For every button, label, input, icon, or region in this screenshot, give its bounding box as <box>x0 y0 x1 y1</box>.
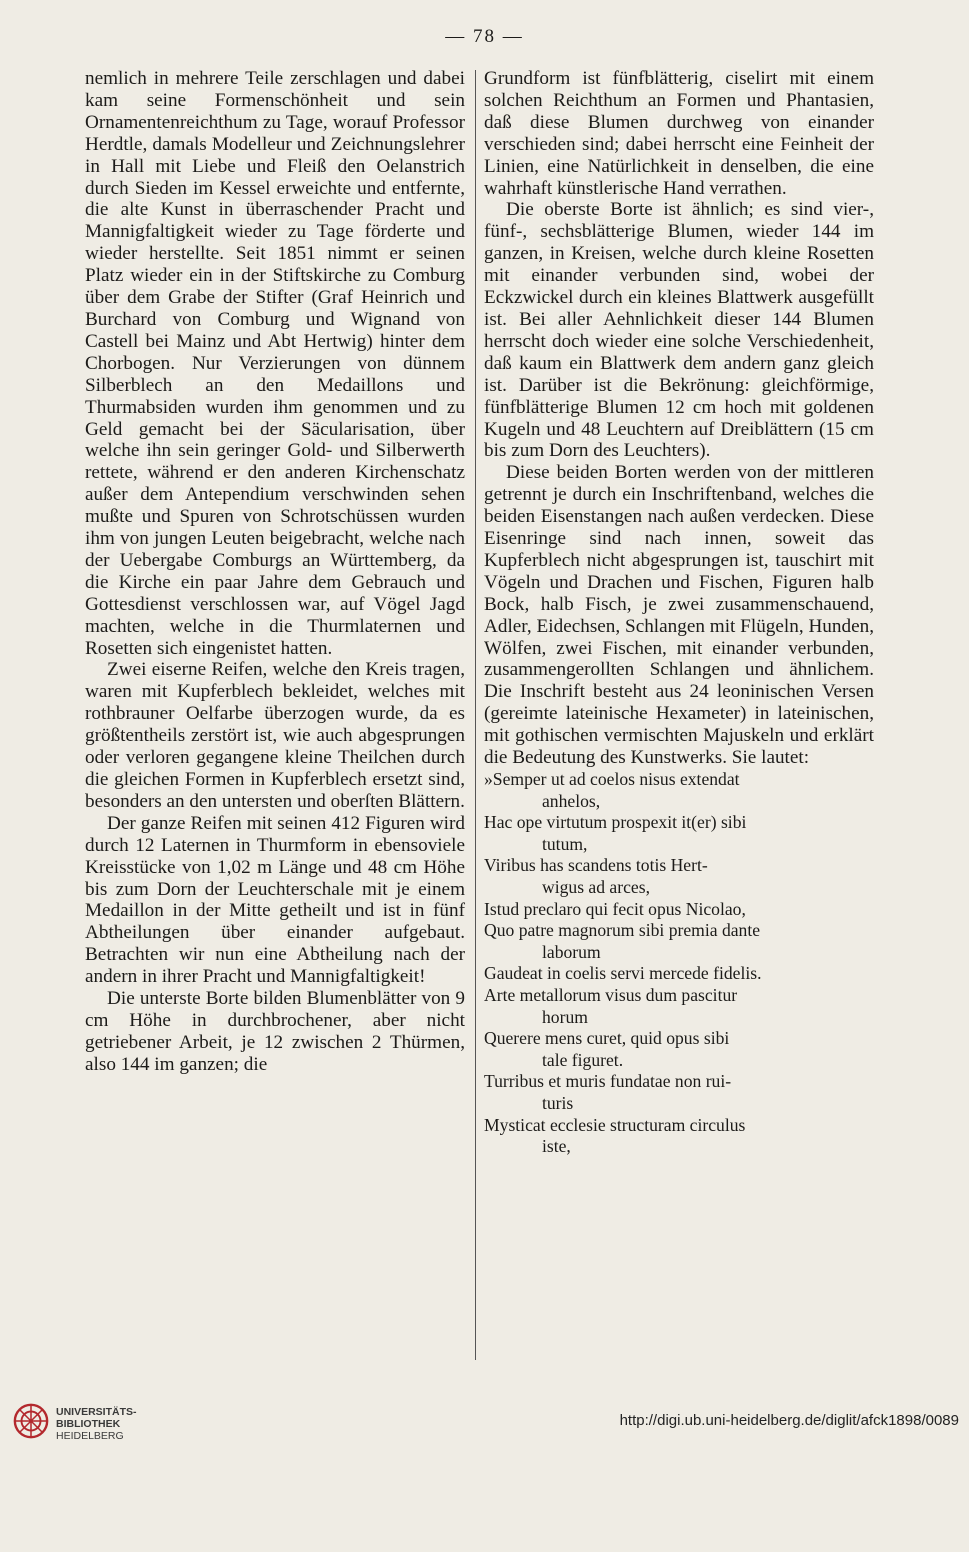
verse-line: Quo patre magnorum sibi premia dante laborum <box>484 920 761 962</box>
paragraph: Zwei eiserne Reifen, welche den Kreis tragen, waren mit Kupferblech bekleidet, welches mit rothbrauner Oelfarbe überzogen wurde, da es größtentheils zerstört ist, wie auch abgesprungen oder verloren gegangene kleine Theilchen durch die gleichen Formen in Kupferblech ersetzt sind, besonders an den untersten und oberſten Blättern. <box>85 659 465 812</box>
inscription-verses <box>484 769 874 1158</box>
verse-line: Querere mens curet, quid opus sibi tale figuret. <box>484 1028 730 1070</box>
verse-line: Gaudeat in coelis servi mercede fidelis. <box>484 963 762 984</box>
verse-line: Istud preclaro qui fecit opus Nicolao, <box>484 898 746 919</box>
verse-line: »Semper ut ad coelos nisus extendat anhelos, <box>484 769 740 811</box>
verse-line: Mysticat ecclesie structuram circulus iste, <box>484 1114 746 1157</box>
source-url[interactable]: http://digi.ub.uni-heidelberg.de/diglit/afck1898/0089 <box>619 1412 959 1429</box>
left-column <box>85 68 465 1076</box>
verse-line: Hac ope virtutum prospexit it(er) sibi tutum, <box>484 812 747 854</box>
paragraph: Die unterste Borte bilden Blumenblätter von 9 cm Höhe in durchbrochener, aber nicht getriebener Arbeit, je 12 zwischen 2 Thürmen, also 144 im ganzen; die <box>85 988 465 1075</box>
paragraph: Der ganze Reifen mit seinen 412 Figuren wird durch 12 Laternen in Thurmform in ebensoviele Kreisstücke von 1,02 m Länge und 48 cm Höhe bis zum Dorn der Leuchterschale mit je einem Medaillon in der Mitte getheilt und ist in fünf Abtheilungen über einander aufgebaut. Betrachten wir nun eine Abtheilung nach der andern in ihrer Pracht und Mannigfaltigkeit! <box>85 812 465 988</box>
library-name: UNIVERSITÄTS- BIBLIOTHEK HEIDELBERG <box>56 1406 137 1442</box>
verse-line: Turribus et muris fundatae non rui- turis <box>484 1071 732 1113</box>
page-number: — 78 — <box>445 26 524 47</box>
verse-line: Viribus has scandens totis Hert- wigus ad arces, <box>484 855 708 897</box>
column-divider <box>475 70 476 1360</box>
verse-line: Arte metallorum visus dum pascitur horum <box>484 984 738 1027</box>
right-column <box>484 68 874 1158</box>
paragraph: Grundform ist fünfblätterig, ciselirt mit einem solchen Reichthum an Formen und Phantasien, daß diese Blumen durchweg von einander verschieden sind; dabei herrscht eine Feinheit der Linien, eine Natürlichkeit in denselben, die eine wahrhaft künstlerische Hand verrathen. <box>484 68 874 199</box>
footer <box>0 1400 969 1460</box>
paragraph: nemlich in mehrere Teile zerschlagen und dabei kam seine Formenschönheit und sein Ornamentenreichthum zu Tage, worauf Professor Herdtle, damals Modelleur und Zeichnungslehrer in Hall mit Liebe und Fleiß den Oelanstrich durch Sieden im Kessel erweichte und entfernte, die alte Kunst in überraschender Pracht und Mannigfaltigkeit wieder zu Tage förderte und wieder herstellte. Seit 1851 nimmt er seinen Platz wieder ein in der Stiftskirche zu Comburg über dem Grabe der Stifter (Graf Heinrich und Burchard von Comburg und Wignand von Castell bei Mainz und Abt Hertwig) hinter dem Chorbogen. Nur Verzierungen von dünnem Silberblech an den Medaillons und Thurmabsiden wurden ihm genommen und zu Geld gemacht bei der Säcularisation, über welche ihn sein geringer Gold- und Silberwerth rettete, während er den anderen Kirchenschatz außer dem Antependium verschwinden sehen mußte und Spuren von Schrotschüssen wurden ihm von jungen Leuten beigebracht, welche nach der Uebergabe Comburgs an Württemberg, da die Kirche ein paar Jahre dem Gebrauch und Gottesdienst verschlossen war, auf Vögel Jagd machten, welche in die Thurmlaternen und Rosetten sich eingenistet hatten. <box>85 68 465 659</box>
paragraph: Die oberste Borte ist ähnlich; es sind vier-, fünf-, sechsblätterige Blumen, wieder 144 im ganzen, in Kreisen, welche durch kleine Rosetten mit einander verbunden sind, wobei der Eckzwickel durch ein kleines Blattwerk ausgefüllt ist. Bei aller Aehnlichkeit dieser 144 Blumen herrscht doch wieder eine solche Verschiedenheit, daß kaum ein Blattwerk dem andern ganz gleich ist. Darüber ist die Bekrönung: gleichförmige, fünfblätterige Blumen 12 cm hoch mit goldenen Kugeln und 48 Leuchtern auf Dreiblättern (15 cm bis zum Dorn des Leuchters). <box>484 199 874 462</box>
university-seal-icon <box>12 1402 50 1440</box>
paragraph: Diese beiden Borten werden von der mittleren getrennt je durch ein Inschriftenband, welches die beiden Eisenstangen nach außen verdecken. Diese Eisenringe sind nach innen, soweit das Kupferblech nicht abgesprungen ist, tauschirt mit Vögeln und Drachen und Fischen, Figuren halb Bock, halb Fisch, je zwei zusammenschauend, Adler, Eidechsen, Schlangen mit Flügeln, Hunden, Wölfen, zwei Fischen, mit einander verbunden, zusammengerollten Schlangen und ähnlichem. Die Inschrift besteht aus 24 leoninischen Versen (gereimte lateinische Hexameter) in lateinischen, mit gothischen vermischten Majuskeln und erklärt die Bedeutung des Kunstwerks. Sie lautet: <box>484 462 874 769</box>
